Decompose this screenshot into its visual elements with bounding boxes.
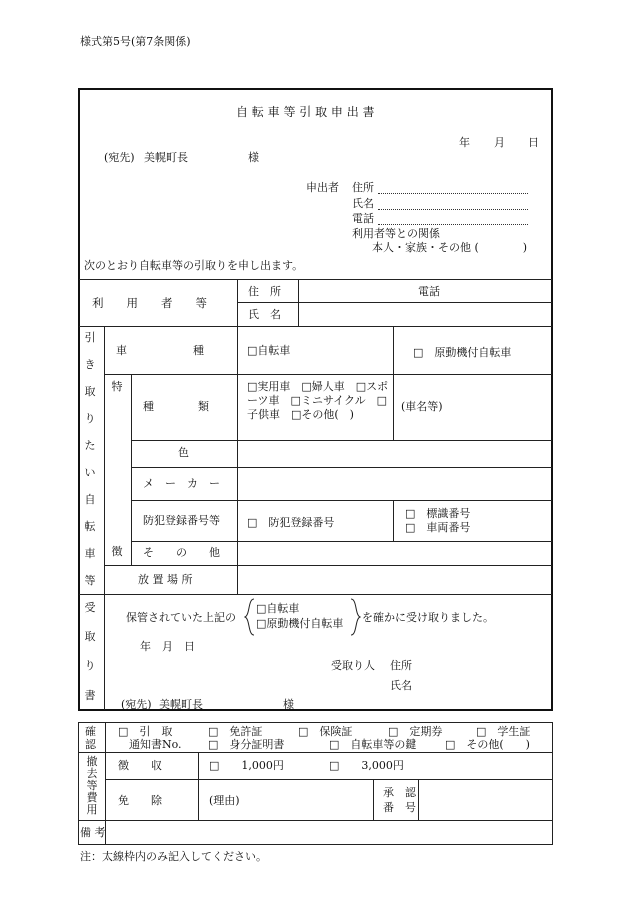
bike-side-label-char: 車	[84, 547, 96, 560]
student-id-checkbox[interactable]: □ 学生証	[476, 725, 531, 738]
receipt-addressee-prefix: (宛先)	[121, 698, 152, 711]
receipt-side-label-char: り	[84, 659, 96, 672]
fees-side-label-char: 等	[86, 779, 98, 792]
addressee: 美幌町長	[144, 151, 188, 164]
applicant-name-field[interactable]	[378, 209, 528, 210]
fee-1000-checkbox[interactable]: □ 1,000円	[209, 759, 284, 772]
receiver-label: 受取り人	[331, 659, 375, 672]
receipt-text-before: 保管されていた上記の	[126, 611, 236, 624]
form-title: 自 転 車 等 引 取 申 出 書	[236, 105, 375, 119]
fees-side-label-char: 撤	[86, 755, 98, 768]
vehicle-type-moped-checkbox[interactable]: □ 原動機付自転車	[413, 346, 512, 359]
confirm-label-1: 確	[85, 725, 96, 738]
pickup-notice-checkbox[interactable]: □ 引 取 通知書No.	[118, 725, 182, 752]
applicant-label: 申出者	[306, 181, 339, 194]
receipt-text-after: を確かに受け取りました。	[362, 611, 494, 624]
left-brace-icon	[244, 598, 256, 636]
vehicle-type-bicycle-checkbox[interactable]: □自転車	[247, 344, 291, 357]
receipt-date: 年 月 日	[140, 640, 195, 653]
user-section-label: 利 用 者 等	[92, 296, 207, 310]
bike-side-label-char: 取	[84, 385, 96, 398]
receipt-side-label-char: 受	[84, 601, 96, 614]
commuter-pass-checkbox[interactable]: □ 定期券	[388, 725, 443, 738]
relation-options[interactable]: 本人・家族・その他 ( )	[372, 241, 528, 254]
storage-place-label: 放 置 場 所	[138, 573, 193, 586]
bike-side-label-char: い	[84, 466, 96, 479]
fees-side-label-char: 費	[86, 791, 98, 804]
receipt-side-label-char: 書	[84, 689, 96, 702]
car-name-field[interactable]: (車名等)	[401, 400, 443, 413]
statement: 次のとおり自転車等の引取りを申し出ます。	[84, 259, 304, 272]
collect-label: 徴 収	[118, 759, 162, 772]
remarks-label: 備 考	[80, 826, 106, 839]
kind-label: 種 類	[143, 400, 209, 413]
applicant-name-label: 氏名	[352, 197, 374, 210]
applicant-address-label: 住所	[352, 181, 374, 194]
footer-note: 注：太線枠内のみ記入してください。	[80, 850, 267, 863]
bike-side-label-char: 等	[84, 574, 96, 587]
bike-key-checkbox[interactable]: □ 自転車等の鍵	[329, 738, 417, 751]
other-document-checkbox[interactable]: □ その他( )	[445, 738, 530, 751]
relation-label: 利用者等との関係	[352, 227, 440, 240]
receipt-side-label-char: 取	[84, 630, 96, 643]
fees-side-label-char: 用	[86, 803, 98, 816]
crime-registration-label: 防犯登録番号等	[143, 514, 220, 527]
approval-label-2: 番 号	[383, 801, 416, 814]
license-checkbox[interactable]: □ 免許証	[208, 725, 263, 738]
date-year: 年	[459, 136, 470, 149]
body-number-checkbox[interactable]: □ 車両番号	[405, 521, 471, 534]
fees-side-label-char: 去	[86, 767, 98, 780]
bike-side-label-char: 引	[84, 331, 96, 344]
receipt-bicycle-checkbox[interactable]: □自転車	[256, 602, 300, 615]
user-address-label: 住 所	[248, 285, 281, 298]
waive-reason-field[interactable]: (理由)	[209, 794, 240, 807]
features-side-label-char: 徴	[111, 545, 123, 558]
maker-label: メ ー カ ー	[143, 477, 220, 490]
features-side-label-char: 特	[111, 380, 123, 393]
crime-registration-checkbox[interactable]: □ 防犯登録番号	[247, 516, 335, 529]
right-brace-icon	[349, 598, 361, 636]
applicant-phone-field[interactable]	[378, 224, 528, 225]
plate-number-checkbox[interactable]: □ 標識番号	[405, 507, 471, 520]
bike-side-label-char: 転	[84, 520, 96, 533]
insurance-checkbox[interactable]: □ 保険証	[298, 725, 353, 738]
date-month: 月	[494, 136, 505, 149]
bike-side-label-char: 自	[84, 493, 96, 506]
fee-3000-checkbox[interactable]: □ 3,000円	[329, 759, 404, 772]
other-label: そ の 他	[143, 546, 220, 559]
addressee-honorific: 様	[248, 151, 259, 164]
user-name-label: 氏 名	[248, 308, 281, 321]
receipt-moped-checkbox[interactable]: □原動機付自転車	[256, 617, 344, 630]
receipt-honorific: 様	[283, 698, 294, 711]
form-number: 様式第5号(第7条関係)	[80, 35, 191, 48]
bike-side-label-char: き	[84, 358, 96, 371]
applicant-address-field[interactable]	[378, 193, 528, 194]
waive-label: 免 除	[118, 794, 162, 807]
receiver-name-label: 氏名	[390, 679, 412, 692]
bike-side-label-char: た	[84, 439, 96, 452]
approval-label-1: 承 認	[383, 786, 416, 799]
vehicle-type-label: 車 種	[116, 344, 204, 357]
receiver-address-label: 住所	[390, 659, 412, 672]
color-label: 色	[178, 446, 189, 459]
receipt-addressee: 美幌町長	[159, 698, 203, 711]
addressee-prefix: (宛先)	[104, 151, 135, 164]
bike-side-label-char: り	[84, 412, 96, 425]
date-day: 日	[528, 136, 539, 149]
kind-options[interactable]: □実用車 □婦人車 □スポーツ車 □ミニサイクル □子供車 □その他( )	[247, 380, 389, 421]
confirm-label-2: 認	[85, 738, 96, 751]
id-document-checkbox[interactable]: □ 身分証明書	[208, 738, 285, 751]
user-phone-label: 電話	[418, 285, 440, 298]
applicant-phone-label: 電話	[352, 212, 374, 225]
